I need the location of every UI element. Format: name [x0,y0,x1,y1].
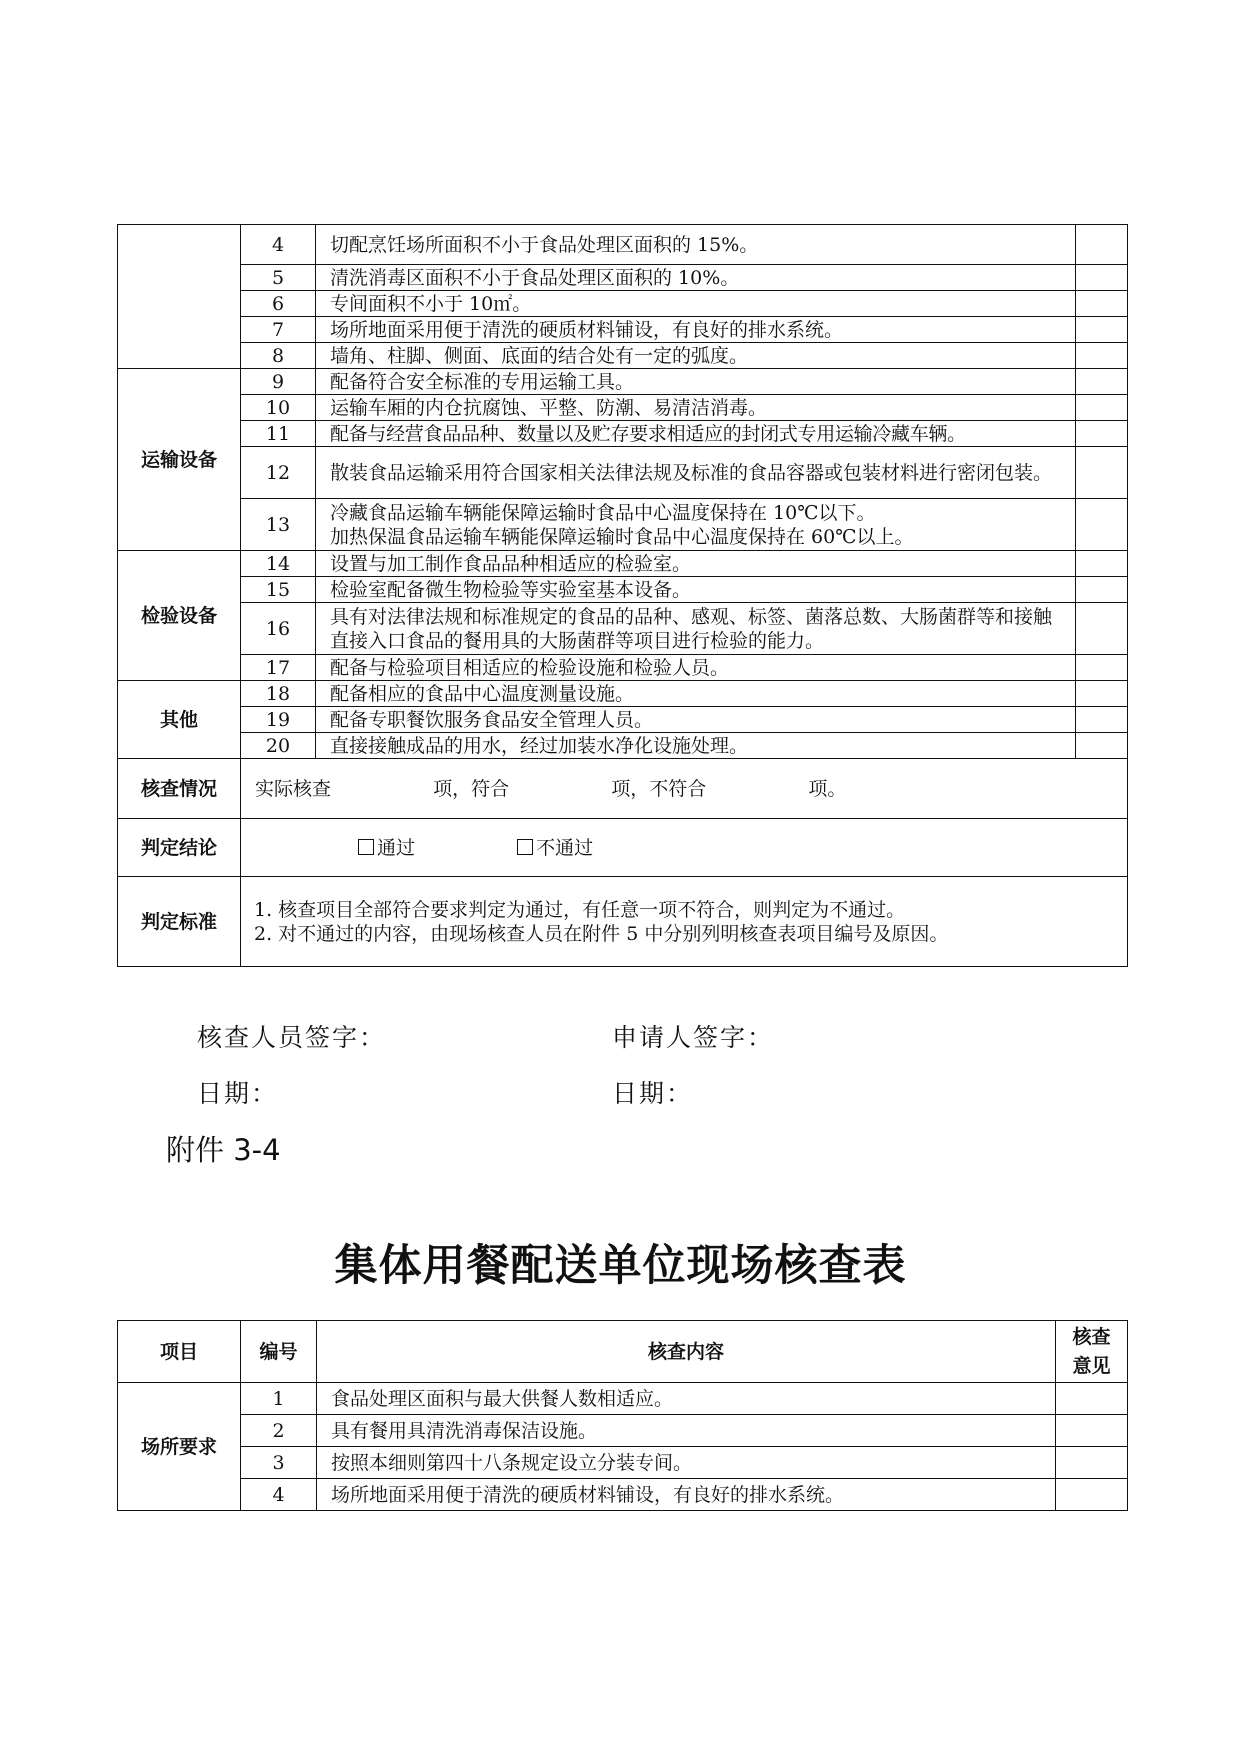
opinion-cell[interactable] [1076,707,1128,733]
inspector-date-label: 日期： [197,1079,279,1108]
criteria-cell [241,877,1128,967]
opinion-cell[interactable] [1076,577,1128,603]
item-content: 配备专职餐饮服务食品安全管理人员。 [316,707,1076,733]
applicant-signature-label: 申请人签字： [612,1023,775,1052]
opinion-cell[interactable] [1056,1479,1128,1511]
header-content: 核查内容 [317,1321,1056,1383]
opinion-cell[interactable] [1076,343,1128,369]
opinion-cell[interactable] [1076,499,1128,551]
item-content: 墙角、柱脚、侧面、底面的结合处有一定的弧度。 [316,343,1076,369]
item-content: 具有对法律法规和标准规定的食品的品种、感观、标签、菌落总数、大肠菌群等和接触直接入口食品的餐用具的大肠菌群等项目进行检验的能力。 [316,603,1076,655]
item-number: 8 [241,343,316,369]
criteria-label: 判定标准 [118,877,241,967]
opinion-cell[interactable] [1076,421,1128,447]
item-content: 配备与检验项目相适应的检验设施和检验人员。 [316,655,1076,681]
item-content: 配备符合安全标准的专用运输工具。 [316,369,1076,395]
item-content: 设置与加工制作食品品种相适应的检验室。 [316,551,1076,577]
check-status-cell [241,759,1128,819]
pass-label: 通过 [377,836,416,859]
item-number: 19 [241,707,316,733]
item-number: 4 [241,1479,317,1511]
opinion-cell[interactable] [1076,551,1128,577]
continued-section-cell [118,225,241,369]
opinion-cell[interactable] [1076,733,1128,759]
item-number: 13 [241,499,316,551]
opinion-cell[interactable] [1076,655,1128,681]
opinion-cell[interactable] [1056,1447,1128,1479]
check-status-conform: 项，符合 [433,777,510,800]
section-label-transport: 运输设备 [118,369,241,551]
item-content: 食品处理区面积与最大供餐人数相适应。 [317,1383,1056,1415]
item-content: 运输车厢的内仓抗腐蚀、平整、防潮、易清洁消毒。 [316,395,1076,421]
opinion-cell[interactable] [1076,395,1128,421]
item-content: 场所地面采用便于清洗的硬质材料铺设，有良好的排水系统。 [317,1479,1056,1511]
pass-checkbox[interactable] [358,837,415,859]
item-number: 18 [241,681,316,707]
section-label-other: 其他 [118,681,241,759]
item-number: 17 [241,655,316,681]
checkbox-icon [517,839,533,855]
item-number: 12 [241,447,316,499]
opinion-cell[interactable] [1076,447,1128,499]
item-content: 清洗消毒区面积不小于食品处理区面积的 10%。 [316,265,1076,291]
check-status-label: 核查情况 [118,759,241,819]
checkbox-icon [358,839,374,855]
check-status-end: 项。 [808,777,847,800]
opinion-cell[interactable] [1076,225,1128,265]
item-number: 3 [241,1447,317,1479]
item-content: 检验室配备微生物检验等实验室基本设备。 [316,577,1076,603]
applicant-date-label: 日期： [612,1079,694,1108]
opinion-cell[interactable] [1056,1415,1128,1447]
check-status-actual: 实际核查 [255,777,332,800]
item-content: 专间面积不小于 10㎡。 [316,291,1076,317]
item-number: 6 [241,291,316,317]
header-number: 编号 [241,1321,317,1383]
opinion-cell[interactable] [1076,265,1128,291]
item-number: 11 [241,421,316,447]
item-number: 5 [241,265,316,291]
item-content: 配备相应的食品中心温度测量设施。 [316,681,1076,707]
criteria-line-1: 1. 核查项目全部符合要求判定为通过，有任意一项不符合，则判定为不通过。 [254,898,906,921]
fail-label: 不通过 [536,836,594,859]
item-content: 配备与经营食品品种、数量以及贮存要求相适应的封闭式专用运输冷藏车辆。 [316,421,1076,447]
header-opinion-line1: 核查 [1072,1325,1111,1348]
page-title: 集体用餐配送单位现场核查表 [334,1241,907,1291]
item-number: 10 [241,395,316,421]
item-number: 9 [241,369,316,395]
item-number: 20 [241,733,316,759]
inspector-signature-label: 核查人员签字： [197,1023,387,1052]
item-content-line2: 加热保温食品运输车辆能保障运输时食品中心温度保持在 60℃以上。 [330,525,914,548]
item-content: 按照本细则第四十八条规定设立分装专间。 [317,1447,1056,1479]
item-content: 切配烹饪场所面积不小于食品处理区面积的 15%。 [316,225,1076,265]
item-number: 4 [241,225,316,265]
inspection-table [117,1320,1128,1511]
fail-checkbox[interactable] [517,837,593,859]
opinion-cell[interactable] [1076,291,1128,317]
section-label-inspection: 检验设备 [118,551,241,681]
item-content-line1: 冷藏食品运输车辆能保障运输时食品中心温度保持在 10℃以下。 [330,501,876,524]
opinion-cell[interactable] [1076,369,1128,395]
criteria-line-2: 2. 对不通过的内容，由现场核查人员在附件 5 中分别列明核查表项目编号及原因。 [254,922,949,945]
opinion-cell[interactable] [1076,317,1128,343]
opinion-cell[interactable] [1076,603,1128,655]
header-opinion-line2: 意见 [1072,1354,1111,1377]
opinion-cell[interactable] [1076,681,1128,707]
opinion-cell[interactable] [1056,1383,1128,1415]
item-content: 场所地面采用便于清洗的硬质材料铺设，有良好的排水系统。 [316,317,1076,343]
item-number: 14 [241,551,316,577]
section-label-premises: 场所要求 [118,1383,241,1511]
item-content [316,499,1076,551]
item-number: 2 [241,1415,317,1447]
item-number: 1 [241,1383,317,1415]
header-item: 项目 [118,1321,241,1383]
item-content: 直接接触成品的用水，经过加装水净化设施处理。 [316,733,1076,759]
item-number: 16 [241,603,316,655]
item-content: 散装食品运输采用符合国家相关法律法规及标准的食品容器或包装材料进行密闭包装。 [316,447,1076,499]
inspection-table-continued [117,224,1128,967]
check-status-nonconform: 项，不符合 [611,777,707,800]
header-opinion [1056,1321,1128,1383]
conclusion-label: 判定结论 [118,819,241,877]
item-content: 具有餐用具清洗消毒保洁设施。 [317,1415,1056,1447]
item-number: 7 [241,317,316,343]
item-number: 15 [241,577,316,603]
attachment-label: 附件 3-4 [166,1133,281,1167]
conclusion-cell [241,819,1128,877]
